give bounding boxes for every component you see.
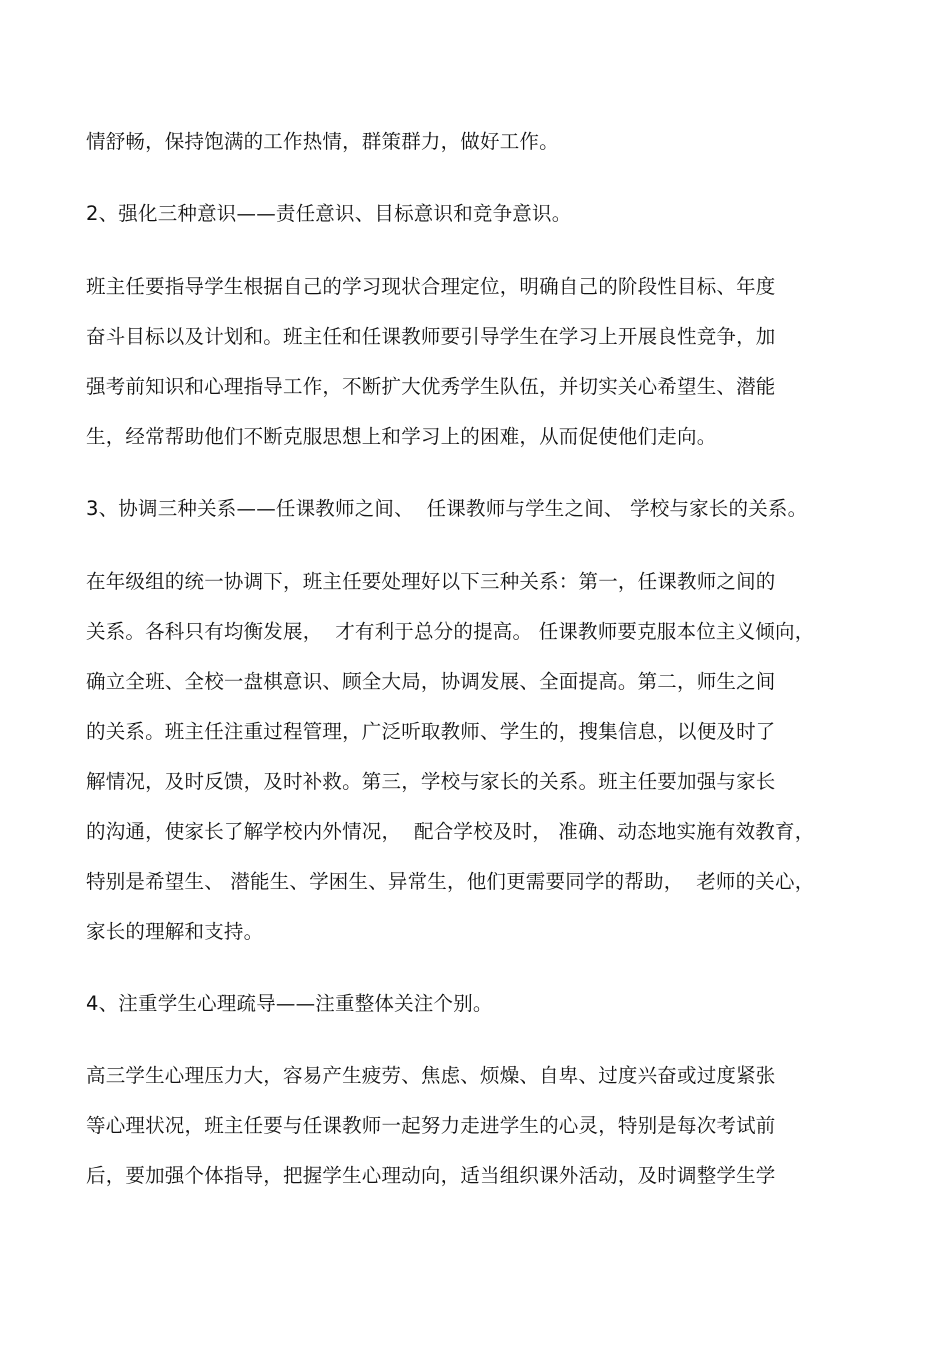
text-line: 确立全班、全校一盘棋意识、顾全大局，协调发展、全面提高。第二，师生之间 xyxy=(86,670,776,693)
text-line: 解情况，及时反馈，及时补救。第三，学校与家长的关系。班主任要加强与家长 xyxy=(86,770,776,793)
text-line: 班主任要指导学生根据自己的学习现状合理定位，明确自己的阶段性目标、年度 xyxy=(86,275,776,298)
section-heading-3: 3、协调三种关系——任课教师之间、 任课教师与学生之间、 学校与家长的关系。 xyxy=(86,497,808,520)
text-line: 的关系。班主任注重过程管理，广泛听取教师、学生的，搜集信息，以便及时了 xyxy=(86,720,776,743)
text-line: 在年级组的统一协调下，班主任要处理好以下三种关系：第一，任课教师之间的 xyxy=(86,570,776,593)
section-heading-4: 4、注重学生心理疏导——注重整体关注个别。 xyxy=(86,992,493,1015)
text-line: 家长的理解和支持。 xyxy=(86,920,264,943)
text-line: 的沟通，使家长了解学校内外情况， 配合学校及时， 准确、动态地实施有效教育， xyxy=(86,820,815,843)
section-heading-2: 2、强化三种意识——责任意识、目标意识和竞争意识。 xyxy=(86,202,572,225)
text-line: 后，要加强个体指导，把握学生心理动向，适当组织课外活动，及时调整学生学 xyxy=(86,1164,776,1187)
text-line: 奋斗目标以及计划和。班主任和任课教师要引导学生在学习上开展良性竞争，加 xyxy=(86,325,776,348)
text-line: 高三学生心理压力大，容易产生疲劳、焦虑、烦燥、自卑、过度兴奋或过度紧张 xyxy=(86,1064,776,1087)
text-line: 关系。各科只有均衡发展， 才有利于总分的提高。 任课教师要克服本位主义倾向， xyxy=(86,620,815,643)
text-line: 强考前知识和心理指导工作，不断扩大优秀学生队伍，并切实关心希望生、潜能 xyxy=(86,375,776,398)
text-line: 情舒畅，保持饱满的工作热情，群策群力，做好工作。 xyxy=(86,130,559,153)
text-line: 特别是希望生、 潜能生、学困生、异常生，他们更需要同学的帮助， 老师的关心， xyxy=(86,870,815,893)
text-line: 生，经常帮助他们不断克服思想上和学习上的困难，从而促使他们走向。 xyxy=(86,425,717,448)
text-line: 等心理状况，班主任要与任课教师一起努力走进学生的心灵，特别是每次考试前 xyxy=(86,1114,776,1137)
